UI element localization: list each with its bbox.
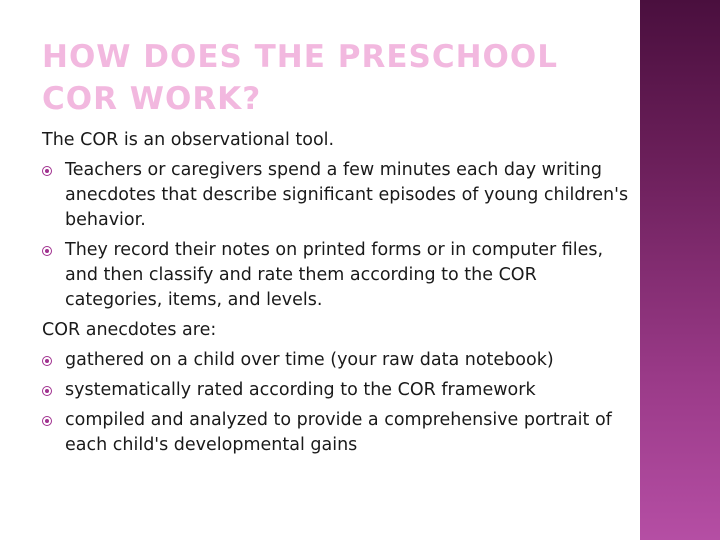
bullet-icon <box>42 356 52 366</box>
sidebar-decoration <box>640 0 720 540</box>
slide-title: HOW DOES THE PRESCHOOL COR WORK? <box>42 39 558 117</box>
list-item <box>42 238 632 313</box>
list-item <box>42 408 632 458</box>
list-item-text: They record their notes on printed forms or in computer files, and then classify and rate them according to the COR categories, items, and levels. <box>65 240 604 310</box>
list-item-text: systematically rated according to the COR framework <box>65 380 536 400</box>
bullet-icon <box>42 386 52 396</box>
list-item <box>42 348 632 373</box>
bullet-icon <box>42 246 52 256</box>
list-item-text: Teachers or caregivers spend a few minutes each day writing anecdotes that describe significant episodes of young children's behavior. <box>65 160 629 230</box>
bullet-icon <box>42 166 52 176</box>
list-item <box>42 378 632 403</box>
list-item-text: gathered on a child over time (your raw data notebook) <box>65 350 554 370</box>
anecdotes-heading: COR anecdotes are: <box>42 320 217 340</box>
list-item-text: compiled and analyzed to provide a comprehensive portrait of each child's developmental gains <box>65 410 612 455</box>
intro-text: The COR is an observational tool. <box>42 130 335 150</box>
bullet-icon <box>42 416 52 426</box>
list-item <box>42 158 632 233</box>
slide-body <box>42 128 632 463</box>
